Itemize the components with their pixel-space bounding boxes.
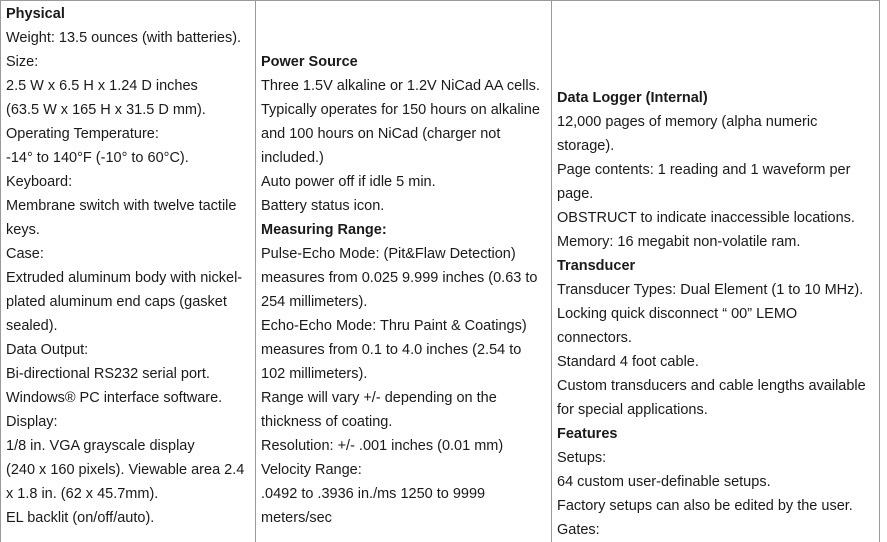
- spec-line: Locking quick disconnect “ 00” LEMO: [557, 302, 875, 326]
- spec-line: Membrane switch with twelve tactile: [6, 194, 251, 218]
- spec-line: Page contents: 1 reading and 1 waveform per: [557, 158, 875, 182]
- spec-line: -14° to 140°F (-10° to 60°C).: [6, 146, 251, 170]
- spec-line: Echo-Echo Mode: Thru Paint & Coatings): [261, 314, 547, 338]
- spec-line: Gates:: [557, 518, 875, 542]
- spec-line: Bi-directional RS232 serial port.: [6, 362, 251, 386]
- spec-line: page.: [557, 182, 875, 206]
- physical-column: [1, 1, 256, 542]
- spec-line: 102 millimeters).: [261, 362, 547, 386]
- power-measuring-column-content: [256, 1, 551, 530]
- spec-line: Case:: [6, 242, 251, 266]
- spec-line: (63.5 W x 165 H x 31.5 D mm).: [6, 98, 251, 122]
- spec-line: 12,000 pages of memory (alpha numeric: [557, 110, 875, 134]
- spec-line: Transducer Types: Dual Element (1 to 10 MHz).: [557, 278, 875, 302]
- section-heading: Measuring Range:: [261, 218, 547, 242]
- spec-line: and 100 hours on NiCad (charger not: [261, 122, 547, 146]
- spec-line: storage).: [557, 134, 875, 158]
- spec-line: Setups:: [557, 446, 875, 470]
- spec-line: Memory: 16 megabit non-volatile ram.: [557, 230, 875, 254]
- spec-line: Battery status icon.: [261, 194, 547, 218]
- spec-line: Weight: 13.5 ounces (with batteries).: [6, 26, 251, 50]
- spec-line: Size:: [6, 50, 251, 74]
- spec-line: Operating Temperature:: [6, 122, 251, 146]
- spec-line: Auto power off if idle 5 min.: [261, 170, 547, 194]
- spec-line: 1/8 in. VGA grayscale display: [6, 434, 251, 458]
- spec-line: OBSTRUCT to indicate inaccessible locations.: [557, 206, 875, 230]
- spec-line: Display:: [6, 410, 251, 434]
- spec-line: for special applications.: [557, 398, 875, 422]
- logger-transducer-features-column: [552, 1, 880, 542]
- section-heading: Physical: [6, 2, 251, 26]
- section-heading: Transducer: [557, 254, 875, 278]
- spec-line: sealed).: [6, 314, 251, 338]
- spec-line: Pulse-Echo Mode: (Pit&Flaw Detection): [261, 242, 547, 266]
- spec-line: measures from 0.1 to 4.0 inches (2.54 to: [261, 338, 547, 362]
- spec-line: Keyboard:: [6, 170, 251, 194]
- spec-line: Range will vary +/- depending on the: [261, 386, 547, 410]
- spec-line: 254 millimeters).: [261, 290, 547, 314]
- spec-line: plated aluminum end caps (gasket: [6, 290, 251, 314]
- spec-line: 2.5 W x 6.5 H x 1.24 D inches: [6, 74, 251, 98]
- spec-line: connectors.: [557, 326, 875, 350]
- spec-line: Data Output:: [6, 338, 251, 362]
- spec-line: Windows® PC interface software.: [6, 386, 251, 410]
- spec-line: meters/sec: [261, 506, 547, 530]
- section-heading: Power Source: [261, 50, 547, 74]
- physical-column-content: [1, 1, 255, 530]
- section-heading: Data Logger (Internal): [557, 86, 875, 110]
- spec-line: .0492 to .3936 in./ms 1250 to 9999: [261, 482, 547, 506]
- spec-line: Resolution: +/- .001 inches (0.01 mm): [261, 434, 547, 458]
- spec-line: (240 x 160 pixels). Viewable area 2.4: [6, 458, 251, 482]
- power-measuring-column: [256, 1, 552, 542]
- specifications-row: [1, 1, 880, 542]
- spec-line: x 1.8 in. (62 x 45.7mm).: [6, 482, 251, 506]
- spec-line: keys.: [6, 218, 251, 242]
- spec-line: thickness of coating.: [261, 410, 547, 434]
- spec-line: 64 custom user-definable setups.: [557, 470, 875, 494]
- spec-line: Extruded aluminum body with nickel-: [6, 266, 251, 290]
- section-heading: Features: [557, 422, 875, 446]
- spec-line: Typically operates for 150 hours on alkaline: [261, 98, 547, 122]
- spec-line: Custom transducers and cable lengths available: [557, 374, 875, 398]
- spec-line: included.): [261, 146, 547, 170]
- logger-transducer-features-column-content: [552, 1, 879, 542]
- spec-line: Standard 4 foot cable.: [557, 350, 875, 374]
- spec-line: EL backlit (on/off/auto).: [6, 506, 251, 530]
- spec-line: Factory setups can also be edited by the user.: [557, 494, 875, 518]
- spec-line: Velocity Range:: [261, 458, 547, 482]
- spec-line: measures from 0.025 9.999 inches (0.63 to: [261, 266, 547, 290]
- spec-line: Three 1.5V alkaline or 1.2V NiCad AA cells.: [261, 74, 547, 98]
